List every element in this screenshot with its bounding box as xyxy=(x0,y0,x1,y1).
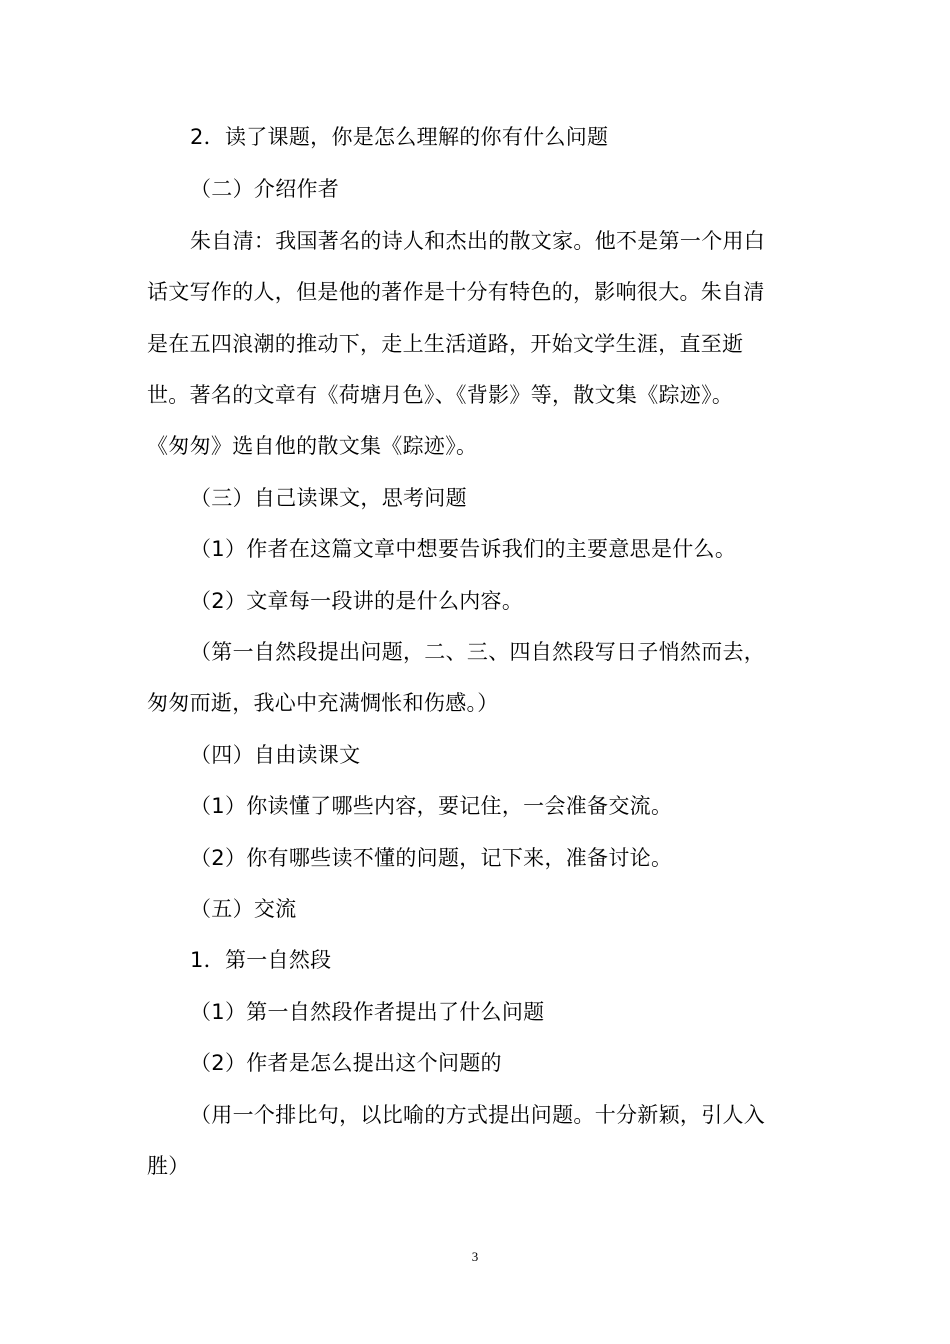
answer-paragraph-line-2: 胜） xyxy=(147,1154,190,1178)
page-number: 3 xyxy=(471,1249,479,1264)
author-paragraph-line-4: 世。著名的文章有《荷塘月色》、《背影》等，散文集《踪迹》。 xyxy=(147,383,734,407)
section-heading-2: （二）介绍作者 xyxy=(190,177,340,201)
question-list-item: （1）作者在这篇文章中想要告诉我们的主要意思是什么。 xyxy=(190,537,737,561)
question-list-item: （1）第一自然段作者提出了什么问题 xyxy=(190,1000,545,1024)
subheading-paragraph-1: 1．第一自然段 xyxy=(190,948,332,972)
question-list-item: （2）文章每一段讲的是什么内容。 xyxy=(190,589,524,613)
answer-paragraph-line-1: （第一自然段提出问题，二、三、四自然段写日子悄然而去， xyxy=(190,640,766,664)
author-paragraph-line-3: 是在五四浪潮的推动下，走上生活道路，开始文学生涯，直至逝 xyxy=(147,332,744,356)
section-heading-3: （三）自己读课文，思考问题 xyxy=(190,486,467,510)
answer-paragraph-line-1: （用一个排比句，以比喻的方式提出问题。十分新颖，引人入 xyxy=(190,1103,766,1127)
section-heading-5: （五）交流 xyxy=(190,897,297,921)
question-list-item: （2）作者是怎么提出这个问题的 xyxy=(190,1051,502,1075)
answer-paragraph-line-2: 匆匆而逝，我心中充满惆怅和伤感。） xyxy=(147,691,499,715)
task-list-item: （2）你有哪些读不懂的问题，记下来，准备讨论。 xyxy=(190,846,673,870)
task-list-item: （1）你读懂了哪些内容，要记住，一会准备交流。 xyxy=(190,794,673,818)
author-paragraph-line-1: 朱自清：我国著名的诗人和杰出的散文家。他不是第一个用白 xyxy=(190,229,766,253)
section-heading-4: （四）自由读课文 xyxy=(190,743,361,767)
question-2-line: 2．读了课题，你是怎么理解的你有什么问题 xyxy=(190,125,609,149)
author-paragraph-line-5: 《匆匆》选自他的散文集《踪迹》。 xyxy=(147,434,478,458)
author-paragraph-line-2: 话文写作的人，但是他的著作是十分有特色的，影响很大。朱自清 xyxy=(147,280,765,304)
